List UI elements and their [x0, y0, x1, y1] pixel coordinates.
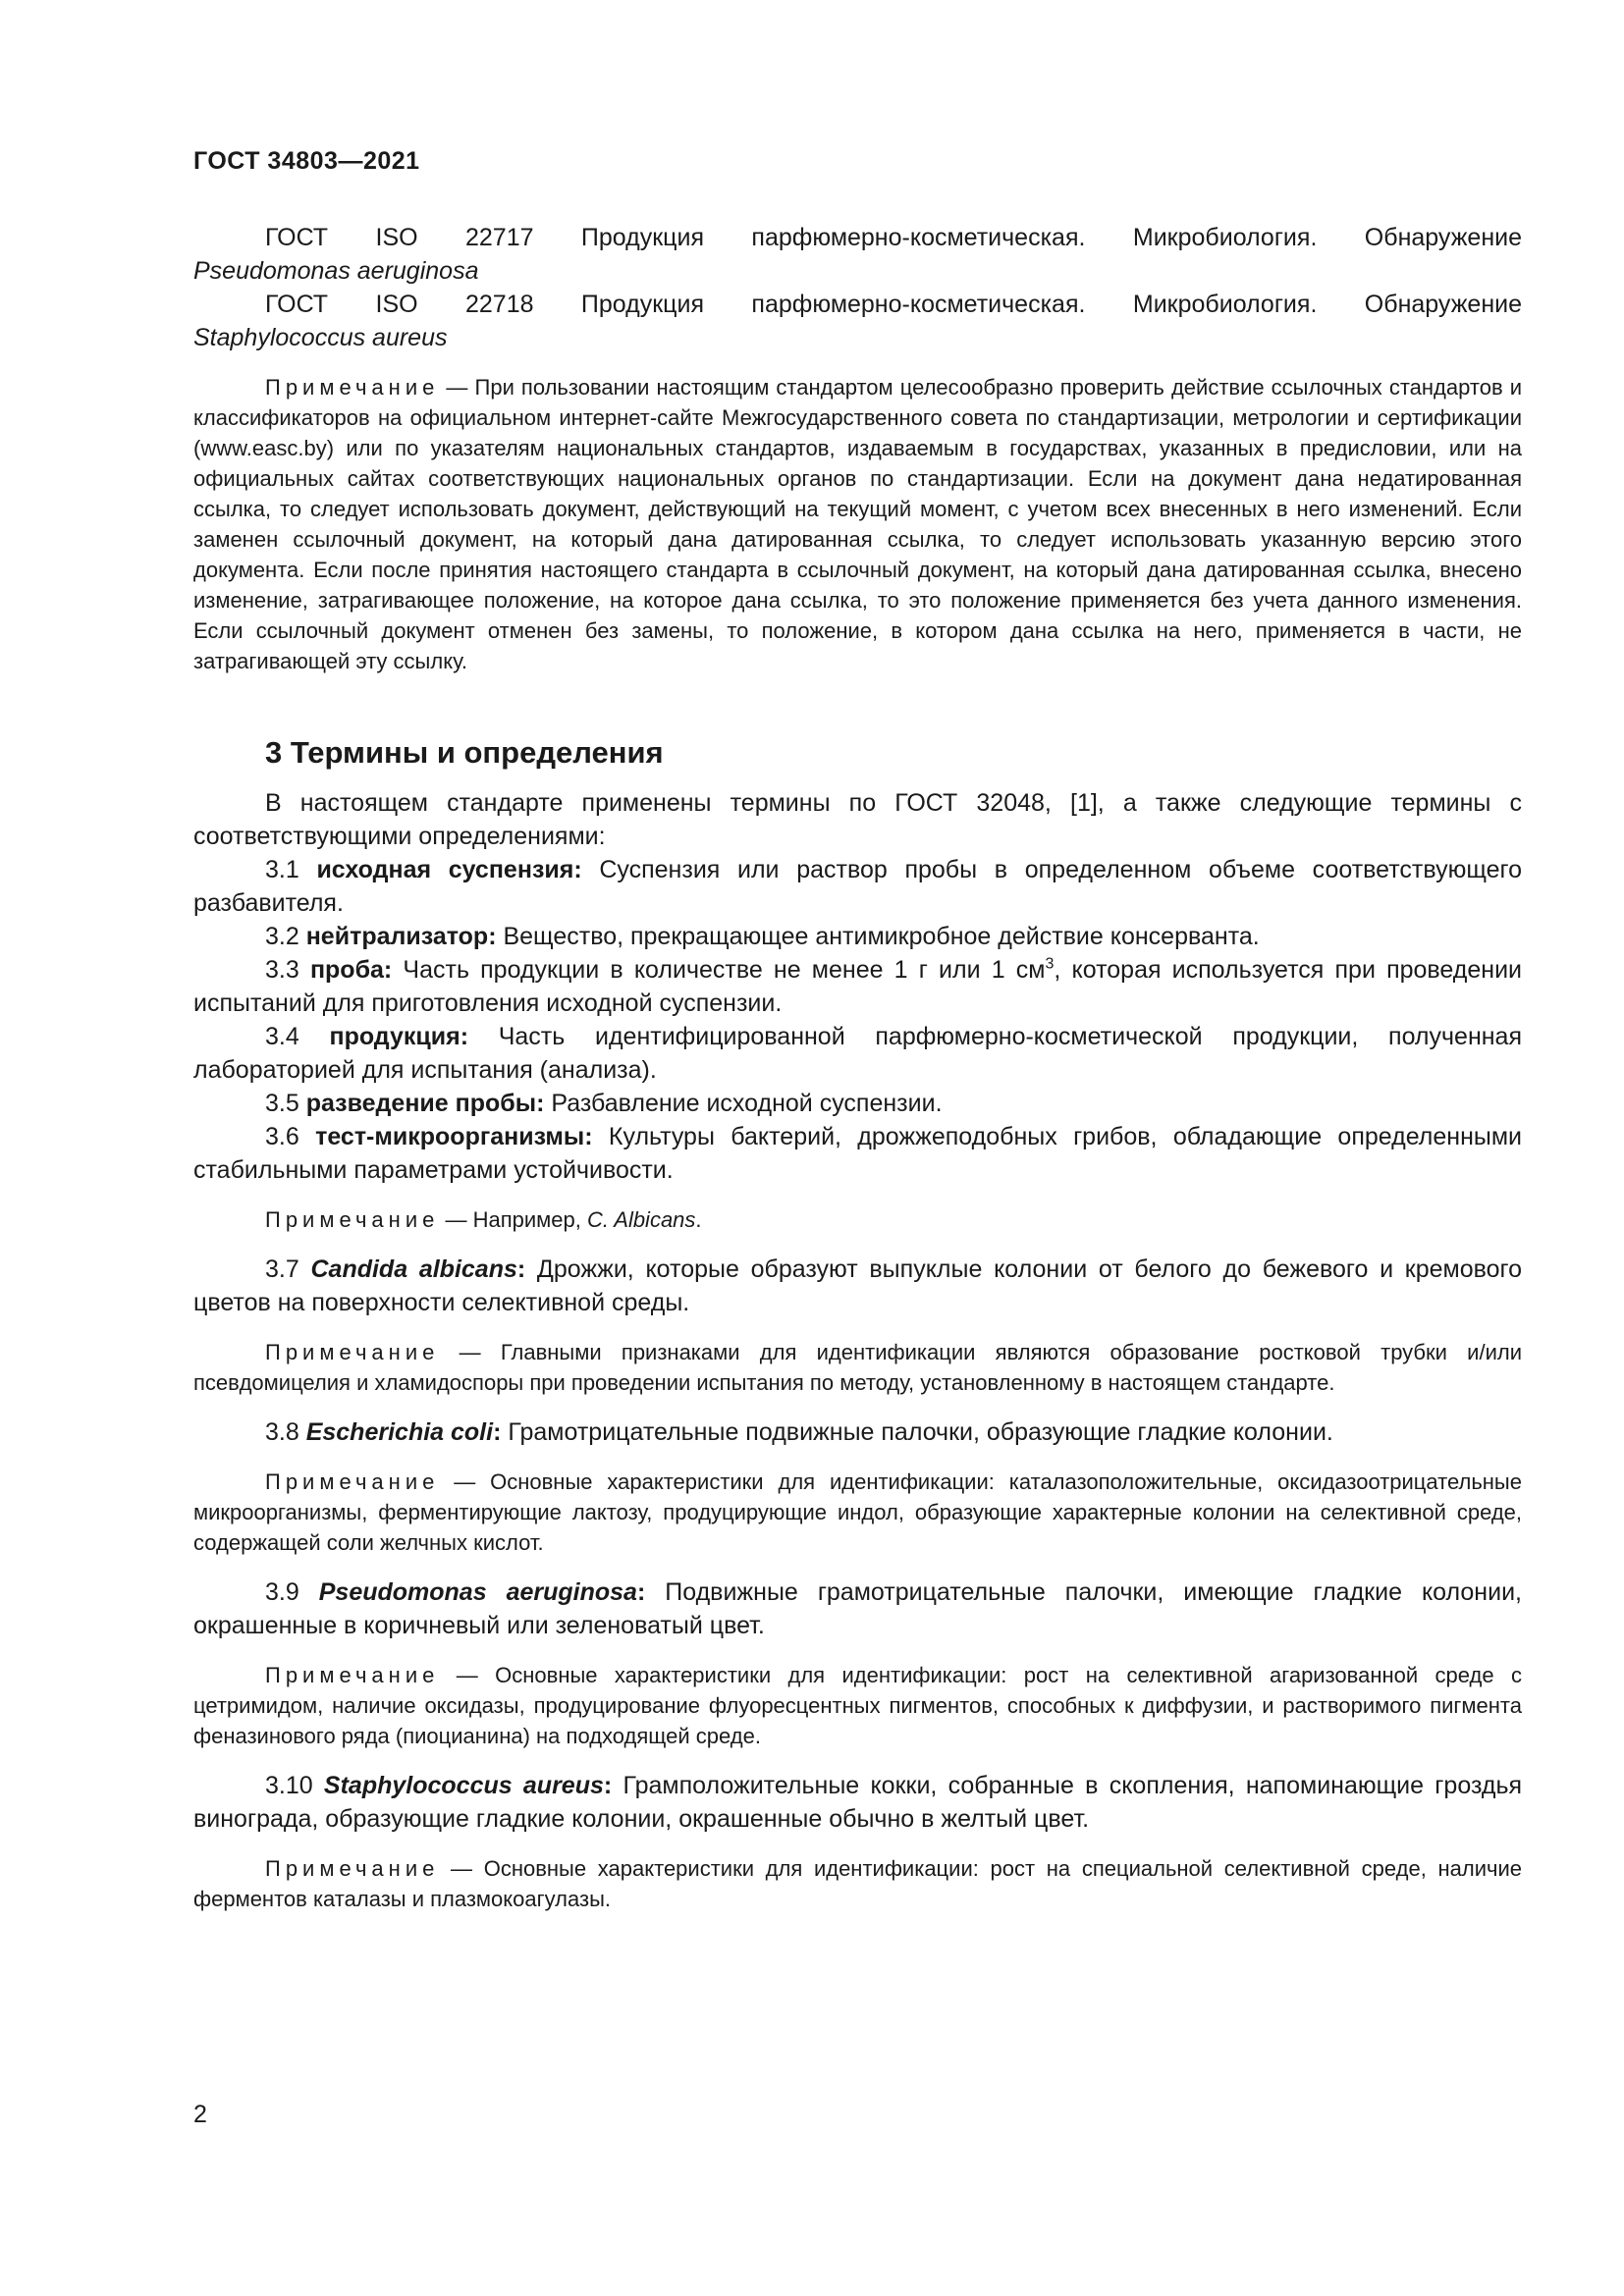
- term-3-4: 3.4 продукция: Часть идентифицированной парфюмерно-косметической продукции, полученная лабораторией для испытания (анализа).: [193, 1023, 1522, 1084]
- note-3-7: Примечание — Главными признаками для идентификации являются образование ростковой трубки и/или псевдомицелия и хламидоспоры при проведении испытания по методу, установленному в настоящем стандарте.: [193, 1340, 1522, 1395]
- section-title: 3 Термины и определения: [265, 735, 664, 770]
- note-3-9: Примечание — Основные характеристики для идентификации: рост на селективной агаризованной среде с цетримидом, наличие оксидазы, продуцирование флуоресцентных пигментов, способных к диффузии, и растворимого пигмента феназинового ряда (пиоцианина) на подходящей среде.: [193, 1663, 1523, 1748]
- term-3-8: 3.8 Escherichia coli: Грамотрицательные подвижные палочки, образующие гладкие колонии.: [265, 1418, 1333, 1446]
- term-3-9: 3.9 Pseudomonas aeruginosa: Подвижные грамотрицательные палочки, имеющие гладкие колонии, окрашенные в коричневый или зеленоватый цвет.: [193, 1578, 1522, 1639]
- term-3-3: 3.3 проба: Часть продукции в количестве не менее 1 г или 1 $см^3$, которая используется при проведении испытаний для приготовления исходной суспензии.: [193, 955, 1523, 1017]
- section-intro: В настоящем стандарте применены термины по ГОСТ 32048, [1], а также следующие термины с соответствующими определениями:: [193, 789, 1522, 850]
- reference-22718-organism: Staphylococcus aureus: [193, 324, 448, 351]
- note-3-10: Примечание — Основные характеристики для идентификации: рост на специальной селективной среде, наличие ферментов каталазы и плазмокоагулазы.: [193, 1856, 1522, 1911]
- note-3-8: Примечание — Основные характеристики для идентификации: каталазоположительные, оксидазоотрицательные микроорганизмы, ферментирующие лактозу, продуцирующие индол, образующие характерные колонии на селективной среде, содержащей соли желчных кислот.: [193, 1469, 1522, 1555]
- references-note: Примечание — При пользовании настоящим стандартом целесообразно проверить действие ссылочных стандартов и классификаторов на официальном интернет-сайте Межгосударственного совета по стандартизации, метрологии и сертификации (www.easc.by) или по указателям национальных стандартов, издаваемым в государствах, указанных в предисловии, или на официальных сайтах соответствующих национальных органов по стандартизации. Если на документ дана недатированная ссылка, то следует использовать документ, действующий на текущий момент, с учетом всех внесенных в него изменений. Если заменен ссылочный документ, на который дана датированная ссылка, то следует использовать указанную версию этого документа. Если после принятия настоящего стандарта в ссылочный документ, на который дана датированная ссылка, внесено изменение, затрагивающее положение, на которое дана ссылка, то это положение применяется без учета данного изменения. Если ссылочный документ отменен без замены, то положение, в котором дана ссылка на него, применяется в части, не затрагивающей эту ссылку.: [193, 375, 1522, 673]
- reference-22718: ГОСТ ISO 22718 Продукция парфюмерно-косметическая. Микробиология. Обнаружение: [265, 291, 1522, 318]
- page-content: [193, 221, 1522, 1914]
- term-3-6: 3.6 тест-микроорганизмы: Культуры бактерий, дрожжеподобных грибов, обладающие определенными стабильными параметрами устойчивости.: [193, 1123, 1523, 1184]
- page-number: 2: [193, 2101, 207, 2128]
- note-3-6: Примечание — Например, C. Albicans.: [265, 1207, 702, 1232]
- standard-header: ГОСТ 34803—2021: [193, 147, 420, 175]
- reference-22717: ГОСТ ISO 22717 Продукция парфюмерно-косметическая. Микробиология. Обнаружение: [265, 224, 1522, 251]
- term-3-7: 3.7 Candida albicans: Дрожжи, которые образуют выпуклые колонии от белого до бежевого и кремового цветов на поверхности селективной среды.: [193, 1255, 1522, 1316]
- term-3-2: 3.2 нейтрализатор: Вещество, прекращающее антимикробное действие консерванта.: [265, 923, 1260, 950]
- term-3-1: 3.1 исходная суспензия: Суспензия или раствор пробы в определенном объеме соответствующего разбавителя.: [193, 856, 1522, 917]
- term-3-5: 3.5 разведение пробы: Разбавление исходной суспензии.: [265, 1090, 943, 1117]
- note-label: Примечание: [265, 375, 440, 400]
- reference-22717-organism: Pseudomonas aeruginosa: [193, 257, 479, 285]
- term-3-10: 3.10 Staphylococcus aureus: Грамположительные кокки, собранные в скопления, напоминающие гроздья винограда, образующие гладкие колонии, окрашенные обычно в желтый цвет.: [193, 1772, 1523, 1833]
